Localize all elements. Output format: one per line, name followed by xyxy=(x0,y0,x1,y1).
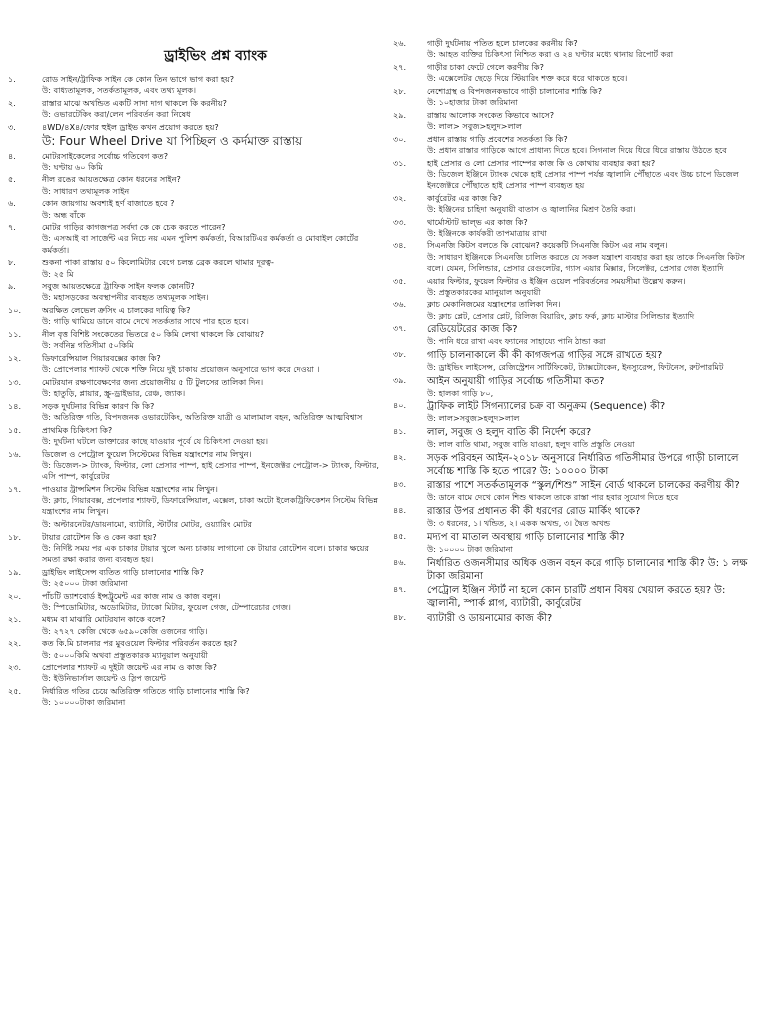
answer-text: উ: ক্লাচ প্লেট, প্রেসার প্লেট, রিলিজ বিয়ারিং, ক্লাচ ফর্ক, ক্লাচ মাস্টার সিলিন্ডার ইত্যাদি xyxy=(427,310,695,321)
question-text: সিএনজি কিটস বলতে কি বোঝেন? কয়েকটি সিএনজি কিটস এর নাম বলুন। xyxy=(427,240,668,251)
answer-text: উ: লাল> সবুজ>হলুদ>লাল xyxy=(427,120,522,131)
question-number: ১. xyxy=(8,74,16,84)
question-number: ২১. xyxy=(8,614,22,625)
question-item xyxy=(8,353,383,377)
question-text: নীল রঙের আয়তক্ষেত্র কোন ধরনের সাইন? xyxy=(42,174,181,185)
question-number: ১৮. xyxy=(8,531,22,542)
question-text: গাড়ি চালনাকালে কী কী কাগজপত্র গাড়ির সঙ্গে রাখতে হয়? xyxy=(427,350,663,362)
answer-text: উ: লাল বাতি থামা, সবুজ বাতি যাওয়া, হলুদ বাতি প্রস্তুতি নেওয়া xyxy=(427,439,635,450)
question-item xyxy=(8,484,383,519)
question-item xyxy=(8,174,383,198)
answer-text: উ: ইঞ্জিনকে কার্যকরী তাপমাত্রায় রাখা xyxy=(427,227,547,238)
right-column xyxy=(393,0,759,626)
question-number: ৪. xyxy=(8,150,16,161)
question-body xyxy=(427,193,759,217)
question-number: ৫. xyxy=(8,174,16,185)
question-number: ৪৮. xyxy=(393,611,407,622)
question-body xyxy=(427,531,759,557)
answer-text: উ: এসআই বা সার্জেন্ট এর নিচে নয় এমন পুলিশ কর্মকর্তা, বিআরটিএর কর্মকর্তা ও মোবাইল কোর্টের কর্মকর্তা। xyxy=(42,233,359,255)
question-number: ১৫. xyxy=(8,424,22,435)
question-text: সড়ক পরিবহন আইন-২০১৮ অনুসারে নির্ধারিত গতিসীমার উপরে গাড়ী চালালে সর্বোচ্চ শাস্তি কি হতে পারে? উ: ১০০০০ টাকা xyxy=(427,452,739,477)
question-text: অরক্ষিত লেভেল ক্রসিং এ চালকের দায়িত্ব কি? xyxy=(42,305,191,316)
question-body xyxy=(42,425,383,449)
question-body xyxy=(42,353,383,377)
answer-text: উ: ডিজেল-> ট্যাংক, ফিল্টার, লো প্রেসার পাম্প, হাই প্রেসার পাম্প, ইনজেক্টর পেট্রোল-> ট্যাংক, ফিল্টার, এসি পাম্প, কার্বুরেটর xyxy=(42,459,379,481)
answer-text: উ: অতিরিক্ত গতি, বিপদজনক ওভারটেকিং, অতিরিক্ত যাত্রী ও মালামাল বহন, অতিরিক্ত আত্মবিশ্বাস xyxy=(42,411,363,422)
answer-text: উ: ডিজেল ইঞ্জিনে ট্যাংক থেকে হাই প্রেসার পাম্প পর্যন্ত জ্বালানি পৌঁছাতে এবং উচ্চ চাপে ডিজেল ইনজেক্টরে পৌঁছাতে হাই প্রেসার পাম্প ব্যবহৃত হয় xyxy=(427,168,739,190)
question-body xyxy=(42,98,383,122)
question-text: সবুজ আয়তক্ষেত্রে ট্রাফিক সাইন ফলক কোনটি? xyxy=(42,281,195,292)
question-number: ৩৮. xyxy=(393,349,407,360)
question-item xyxy=(393,299,759,323)
question-item xyxy=(393,323,759,349)
question-number: ৩৫. xyxy=(393,275,407,286)
question-text: কত কি.মি চালনার পর মুবওয়েল ফিল্টার পরিবর্তন করতে হয়? xyxy=(42,638,238,649)
question-body xyxy=(42,305,383,329)
answer-text: উ: সাধারণ তথ্যমূলক সাইন xyxy=(42,185,130,196)
question-item xyxy=(8,425,383,449)
question-text: নীল বৃত্ত বিশিষ্ট সংকেতের ভিতরে ৫০ কিমি লেখা থাকলে কি বোঝায়? xyxy=(42,329,265,340)
question-body xyxy=(427,323,759,349)
question-body xyxy=(427,479,759,505)
question-number: ১৭. xyxy=(8,483,22,494)
question-number: ১৬. xyxy=(8,448,22,459)
question-body xyxy=(427,612,759,627)
question-text: ট্রাফিক লাইট সিগন্যালের চক্র বা অনুক্রম (Sequence) কী? xyxy=(427,401,666,413)
answer-text: উ: ওভারটেকিং করা/লেন পরিবর্তন করা নিষেধ xyxy=(42,109,191,120)
question-item xyxy=(393,193,759,217)
question-text: রাস্তার উপর প্রধানত কী কী ধরণের রোড মার্কিং থাকে? xyxy=(427,506,641,518)
question-number: ৯. xyxy=(8,281,16,292)
question-number: ৩৯. xyxy=(393,374,407,385)
answer-text: উ: হালকা গাড়ি ৮০, xyxy=(427,387,494,398)
question-body xyxy=(42,329,383,353)
question-number: ৮. xyxy=(8,257,16,268)
question-text: গাড়ী দুর্ঘটনায় পতিত হলে চালকের করনীয় কি? xyxy=(427,38,578,48)
question-text: আইন অনুযায়ী গাড়ির সর্বোচ্চ গতিসীমা কত? xyxy=(427,375,605,387)
question-item xyxy=(8,638,383,662)
question-number: ১০. xyxy=(8,305,22,316)
answer-text: উ: ড্রাইভিং লাইসেন্স, রেজিস্ট্রেশন সার্টিফিকেট, ট্যাক্সটোকেন, ইনস্যুরেন্স, ফিটনেস, রুটপারমিট xyxy=(427,362,724,373)
question-item xyxy=(8,567,383,591)
answer-text: উ: ৫০০০কিমি অথবা প্রস্তুতকারক ম্যানুয়াল অনুযায়ী xyxy=(42,649,208,660)
question-item xyxy=(8,122,383,151)
question-text: মোটরযান রক্ষণাবেক্ষণের জন্য প্রয়োজনীয় ৫ টি টুলসের তালিকা দিন। xyxy=(42,376,264,387)
answer-text: উ: স্পিডোমিটার, অডোমিটার, ট্যাকো মিটার, ফুয়েল গেজ, টেম্পারেচার গেজ। xyxy=(42,601,291,612)
question-number: ৭. xyxy=(8,222,16,233)
question-number: ১৪. xyxy=(8,400,22,411)
answer-text: উ: গাড়ি থামিয়ে ডানে বামে দেখে সতর্কতার সাথে পার হতে হবে। xyxy=(42,316,249,327)
question-text: ডিজেল ও পেট্রোল ফুয়েল সিস্টেমের বিভিন্ন যন্ত্রাংশের নাম লিখুন। xyxy=(42,448,252,459)
answer-text: উ: ঘণ্টায় ৬০ কিমি xyxy=(42,161,103,172)
answer-text: উ: প্রস্তুতকারকের ম্যানুয়াল অনুযায়ী xyxy=(427,286,541,297)
question-text: শুকনা পাকা রাস্তায় ৫০ কিলোমিটার বেগে চলন্ত ব্রেক করলে থামার দূরত্ব- xyxy=(42,257,274,268)
question-number: ৩৭. xyxy=(393,323,407,334)
question-text: কার্বুরেটর এর কাজ কি? xyxy=(427,192,502,203)
question-number: ১৯. xyxy=(8,566,22,577)
question-body xyxy=(42,662,383,686)
question-text: ড্রাইভিং লাইসেন্স ব্যতিত গাড়ি চালানোর শাস্তি কি? xyxy=(42,566,204,577)
question-body xyxy=(42,614,383,638)
question-text: রাস্তার মাঝে অখন্ডিত একটি সাদা দাগ থাকলে কি করনীয়? xyxy=(42,97,227,108)
answer-text: উ: অন্ধ বাঁকে xyxy=(42,209,86,220)
question-item xyxy=(393,240,759,275)
question-number: ৪৪. xyxy=(393,505,407,516)
question-item xyxy=(8,686,383,710)
question-text: এয়ার ফিল্টার, ফুয়েল ফিল্টার ও ইঞ্জিন ওয়েল পরিবর্তনের সময়সীমা উল্লেখ করুন। xyxy=(427,275,686,286)
question-body xyxy=(42,449,383,484)
question-number: ১২. xyxy=(8,352,22,363)
answer-text: উ: আহত ব্যক্তির চিকিৎসা নিশ্চিত করা ও ২৪ ঘণ্টার মধ্যে থানায় রিপোর্ট করা xyxy=(427,49,674,60)
question-text: প্রোপেলার শ্যাফট এ দুইটা জয়েন্ট এর নাম ও কাজ কি? xyxy=(42,662,217,673)
question-body xyxy=(427,86,759,110)
question-text: মধ্যম বা মাঝারি মোটরযান কাকে বলে? xyxy=(42,614,166,625)
question-item xyxy=(8,401,383,425)
question-item xyxy=(393,531,759,557)
question-item xyxy=(393,400,759,426)
answer-text: উ: লাল>সবুজ>হলুদ>লাল xyxy=(427,413,520,424)
question-text: রোড সাইন/ট্রাফিক সাইন কে কোন তিন ভাগে ভাগ করা হয়? xyxy=(42,74,235,84)
question-body xyxy=(42,151,383,175)
answer-text: উ: সর্বনিম্ন গতিসীমা ৫০কিমি xyxy=(42,340,134,351)
left-column xyxy=(8,0,383,710)
question-body xyxy=(42,174,383,198)
question-number: ২৭. xyxy=(393,61,407,72)
question-item xyxy=(8,532,383,567)
question-item xyxy=(393,38,759,62)
question-item xyxy=(393,557,759,585)
question-item xyxy=(393,134,759,158)
question-body xyxy=(42,532,383,567)
question-number: ২৬. xyxy=(393,38,407,48)
question-number: ৩১. xyxy=(393,157,407,168)
question-text: সড়ক দুর্ঘটনার বিভিন্ন কারণ কি কি? xyxy=(42,400,155,411)
question-text: প্রধান রাস্তায় গাড়ি প্রবেশের সতর্কতা কি কি? xyxy=(427,133,568,144)
question-item xyxy=(8,662,383,686)
question-body xyxy=(427,217,759,241)
question-body xyxy=(427,276,759,300)
question-text: ক্লাচ মেকানিজমের যন্ত্রাংশের তালিকা দিন। xyxy=(427,299,561,310)
question-item xyxy=(393,276,759,300)
question-item xyxy=(8,305,383,329)
question-number: ১১. xyxy=(8,329,22,340)
question-body xyxy=(427,110,759,134)
question-number: ৩. xyxy=(8,121,16,132)
question-body xyxy=(427,240,759,275)
question-item xyxy=(393,426,759,452)
question-item xyxy=(393,110,759,134)
question-text: লাল, সবুজ ও হলুদ বাতি কী নির্দেশ করে? xyxy=(427,427,592,439)
question-text: রাস্তার পাশে সতর্কতামূলক “স্কুল/শিশু” সাইন বোর্ড থাকলে চালকের করণীয় কী? xyxy=(427,480,740,492)
question-body xyxy=(42,222,383,257)
answer-text: উ: অল্টারনেটর/ডায়নামো, ব্যাটারি, স্টার্টার মোটর, ওয়্যারিং মোটর xyxy=(42,518,252,529)
question-body xyxy=(42,122,383,151)
answer-text: উ: ইউনিভার্সাল জয়েন্ট ও স্লিপ জয়েন্ট xyxy=(42,673,167,684)
question-body xyxy=(427,400,759,426)
question-number: ২০. xyxy=(8,590,22,601)
question-item xyxy=(393,612,759,627)
question-item xyxy=(8,198,383,222)
answer-text: উ: প্রোপেলার শ্যাফট থেকে শক্তি নিয়ে দুই চাকায় প্রয়োজন অনুসারে ভাগ করে দেওয়া । xyxy=(42,364,320,375)
answer-text: উ: ২৫ মি xyxy=(42,268,74,279)
answer-text: উ: হাতুড়ি, প্লায়ার, স্ক্রু-ড্রাইভার, রেঞ্চ, জ্যাক। xyxy=(42,388,186,399)
question-item xyxy=(393,375,759,401)
answer-text: উ: Four Wheel Drive যা পিচ্ছিল ও কর্দমাক্ত রাস্তায় xyxy=(42,134,303,149)
question-number: ৪২. xyxy=(393,451,407,462)
question-body xyxy=(42,686,383,710)
question-text: প্রাথমিক চিকিৎসা কি? xyxy=(42,424,113,435)
question-body xyxy=(427,38,759,62)
question-item xyxy=(8,519,383,532)
question-text: গাড়ীর চাকা ফেটে গেলে করণীয় কি? xyxy=(427,61,544,72)
question-body xyxy=(427,349,759,375)
question-body xyxy=(427,584,759,612)
question-item xyxy=(393,62,759,86)
question-body xyxy=(427,134,759,158)
question-number: ৩০. xyxy=(393,133,407,144)
question-text: মোটর গাড়ির কাগজপত্র সর্বদা কে কে চেক করতে পারেন? xyxy=(42,222,226,233)
answer-text: উ: প্রধান রাস্তার গাড়িকে আগে প্রাধান্য দিতে হবে। সিগনাল দিয়ে ধিরে ধিরে রাস্তায় উঠতে হবে xyxy=(427,144,727,155)
answer-text: উ: নির্দিষ্ট সময় পর এক চাকার টায়ার খুলে অন্য চাকায় লাগানো কে টায়ার রোটেশন বলে। চাকার ক্ষয়ের সমতা রক্ষা করার জন্য ব্যবহৃত হয়। xyxy=(42,542,369,564)
answer-text: উ: বাধ্যতামূলক, সতর্কতামূলক, এবং তথ্য মূলক। xyxy=(42,85,196,96)
question-body xyxy=(42,74,383,98)
question-number: ৪০. xyxy=(393,400,407,411)
question-item xyxy=(8,449,383,484)
question-number: ১৩. xyxy=(8,376,22,387)
answer-text: উ: এক্সেলেটর ছেড়ে দিয়ে স্টিয়ারিং শক্ত করে ধরে থাকতে হবে। xyxy=(427,73,628,84)
question-item xyxy=(8,377,383,401)
answer-text: উ: ৩ ধরনের, ১। খন্ডিত, ২। একক অখন্ড, ৩। দ্বৈত অখন্ড xyxy=(427,518,611,529)
question-body xyxy=(42,519,383,532)
answer-text: উ: ইঞ্জিনের চাহিদা অনুযায়ী বাতাস ও জ্বালানির মিশ্রণ তৈরি করা। xyxy=(427,203,636,214)
question-item xyxy=(8,281,383,305)
answer-text: উ: ১০০০০টাকা জরিমানা xyxy=(42,697,126,708)
question-text: ব্যাটারী ও ডায়নামোর কাজ কী? xyxy=(427,612,553,624)
answer-text: উ: ১০০০০ টাকা জরিমানা xyxy=(427,543,513,554)
question-text: থার্মোস্টাট ভাল্ভ এর কাজ কি? xyxy=(427,216,528,227)
question-text: মোটরসাইকেলের সর্বোচ্চ গতিবেগ কত? xyxy=(42,150,168,161)
question-text: পাঁচটি ড্যাশবোর্ড ইন্সট্রুমেন্ট এর কাজ নাম ও কাজ বলুন। xyxy=(42,590,221,601)
question-item xyxy=(393,452,759,480)
answer-text: উ: ২৫০০০ টাকা জরিমানা xyxy=(42,577,128,588)
question-number: ৩২. xyxy=(393,192,407,203)
answer-text: উ: ক্লাচ, গিয়ারবক্স, প্রপেলার শ্যাফট, ডিফারেন্সিয়াল, এক্সেল, চাকা অটো ইলেকট্রিফিকেশন সিস্টেম বিভিন্ন যন্ত্রাংশের নাম লিখুন। xyxy=(42,494,379,517)
question-body xyxy=(42,401,383,425)
question-item xyxy=(8,257,383,281)
question-text: হাই প্রেসার ও লো প্রেসার পাম্পের কাজ কি ও কোথায় ব্যবহার করা হয়? xyxy=(427,157,656,168)
question-body xyxy=(427,299,759,323)
question-body xyxy=(42,198,383,222)
question-item xyxy=(8,591,383,615)
question-text: রাস্তায় আলোক সংকেত কিভাবে আসে? xyxy=(427,109,555,120)
question-text: পাওয়ার ট্রান্সমিশন সিস্টেম বিভিন্ন যন্ত্রাংশের নাম লিখুন। xyxy=(42,483,218,494)
answer-text: উ: ২৭২৭ কেজি থেকে ৬৫৯০কেজি ওজনের গাড়ি। xyxy=(42,625,208,636)
question-text: রেডিয়েটরের কাজ কি? xyxy=(427,324,518,336)
question-number: ৪৫. xyxy=(393,530,407,541)
question-text: কোন জায়গায় অবশ্যই হর্ণ বাজাতে হবে ? xyxy=(42,198,175,209)
question-number: ৪৭. xyxy=(393,584,407,594)
question-body xyxy=(42,257,383,281)
question-item xyxy=(393,505,759,531)
answer-text: উ: দুর্ঘটনা ঘটলে ডাক্তারের কাছে যাওয়ার পূর্বে যে চিকিৎসা দেওয়া হয়। xyxy=(42,435,269,446)
question-text: মদ্যপ বা মাতাল অবস্থায় গাড়ি চালানোর শাস্তি কী? xyxy=(427,531,625,543)
question-item xyxy=(8,614,383,638)
question-number: ৩৩. xyxy=(393,216,407,227)
question-item xyxy=(393,349,759,375)
question-text: ডিফারেন্সিয়াল গিয়ারবক্সের কাজ কি? xyxy=(42,352,161,363)
question-item xyxy=(8,151,383,175)
question-body xyxy=(427,452,759,480)
question-body xyxy=(42,484,383,519)
question-item xyxy=(393,584,759,612)
question-item xyxy=(8,74,383,98)
question-number: ৩৬. xyxy=(393,299,407,310)
question-text: নেশোগ্রস্থ ও বিপদজনকভাবে গাড়ী চালানোর শাস্তি কি? xyxy=(427,85,603,96)
question-number: ২৩. xyxy=(8,662,22,673)
question-number: ২৫. xyxy=(8,686,22,697)
answer-text: উ: ডানে বামে দেখে কোন শিশু থাকলে তাকে রাস্তা পার হবার সুযোগ দিতে হবে xyxy=(427,492,679,503)
question-body xyxy=(427,557,759,585)
question-number: ৪১. xyxy=(393,426,407,437)
question-body xyxy=(427,62,759,86)
question-body xyxy=(427,375,759,401)
question-list-right xyxy=(393,38,759,626)
question-list-left xyxy=(8,74,383,710)
question-text: নির্ধারিত গতির চেয়ে অতিরিক্ত গতিতে গাড়ি চালানোর শাস্তি কি? xyxy=(42,686,250,697)
question-number: ৩৪. xyxy=(393,240,407,251)
question-number: ২৯. xyxy=(393,109,407,120)
question-body xyxy=(427,505,759,531)
question-number: ২২. xyxy=(8,638,22,649)
answer-text: উ: সাধারণ ইঞ্জিনকে সিএনজি চালিত করতে যে সকল যন্ত্রাংশ ব্যবহার করা হয় তাকে সিএনজি কিটস বলে। যেমন, সিলিন্ডার, প্রেসার রেগুলেটর, গ্যাস এয়ার মিক্সার, সিলেক্টর, প্রেসার গেজ ইত্যাদি xyxy=(427,251,745,273)
question-item xyxy=(393,158,759,193)
question-text: টায়ার রোটেশন কি ও কেন করা হয়? xyxy=(42,531,157,542)
answer-text: উ: পানি ধরে রাখা এবং ফ্যানের সাহায্যে পানি ঠান্ডা করা xyxy=(427,336,606,347)
question-item xyxy=(393,479,759,505)
question-number: ২. xyxy=(8,97,16,108)
question-body xyxy=(42,377,383,401)
question-number: ২৮. xyxy=(393,85,407,96)
answer-text: উ: মহাসড়কের অবস্থাপনীর ব্যবহৃত তথ্যমূলক সাইন। xyxy=(42,292,209,303)
question-body xyxy=(427,158,759,193)
answer-text: উ: ১০হাজার টাকা জরিমানা xyxy=(427,97,518,108)
question-item xyxy=(393,217,759,241)
question-body xyxy=(427,426,759,452)
question-number: ৪৬. xyxy=(393,556,407,567)
question-body xyxy=(42,281,383,305)
page-title: ড্রাইভিং প্রশ্ন ব্যাংক xyxy=(164,48,267,64)
question-body xyxy=(42,567,383,591)
question-number: ৪৩. xyxy=(393,479,407,490)
question-item xyxy=(8,98,383,122)
question-item xyxy=(8,222,383,257)
question-text: পেট্রোল ইঞ্জিন স্টার্ট না হলে কোন চারটি প্রধান বিষয় খেয়াল করতে হয়? উ: জ্বালানী, স্পার্ক প্লাগ, ব্যাটারী, কার্বুরেটর xyxy=(427,585,726,609)
question-number xyxy=(8,519,42,532)
question-item xyxy=(393,86,759,110)
question-item xyxy=(8,329,383,353)
question-body xyxy=(42,591,383,615)
question-number: ৬. xyxy=(8,198,16,209)
question-body xyxy=(42,638,383,662)
question-text: নির্ধারিত ওজনসীমার অধিক ওজন বহন করে গাড়ি চালানোর শাস্তি কী? উ: ১ লক্ষ টাকা জরিমানা xyxy=(427,557,748,582)
question-text: ৪WD/৪X৪/ফোর হুইল ড্রাইভ কখন প্রয়োগ করতে হয়? xyxy=(42,121,219,132)
